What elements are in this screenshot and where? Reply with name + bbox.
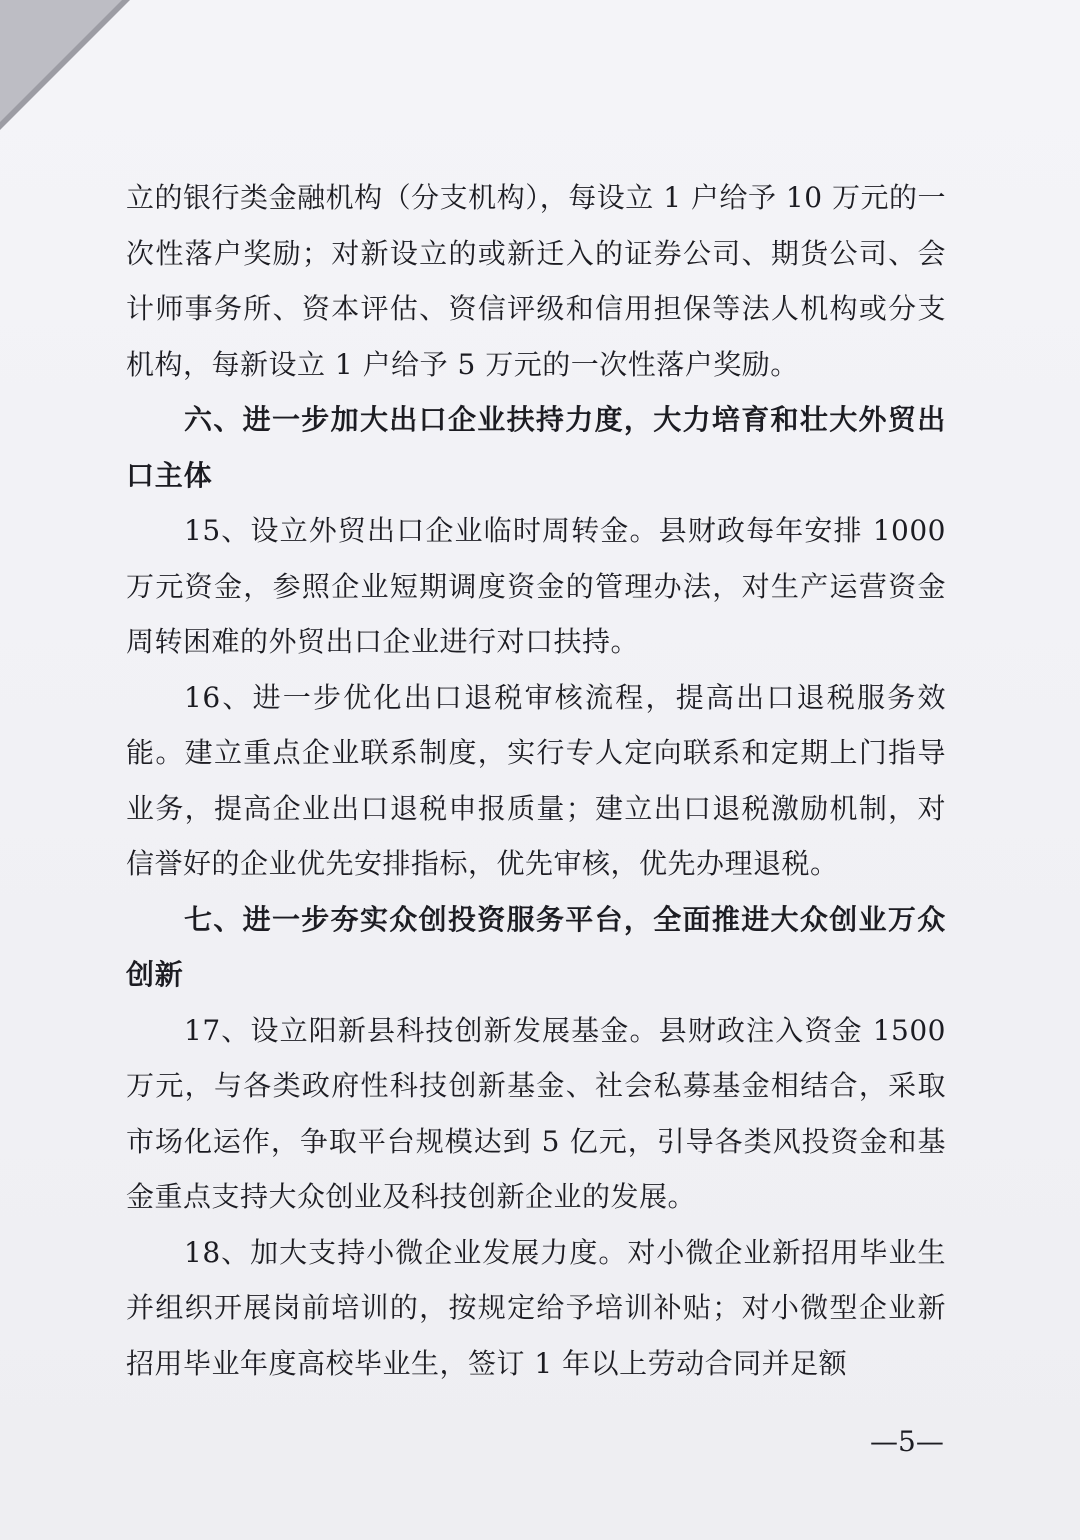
paragraph-item-17: 17、设立阳新县科技创新发展基金。县财政注入资金 1500 万元，与各类政府性科技创新基金、社会私募基金相结合，采取市场化运作，争取平台规模达到 5 亿元，引导各类风投资金和基金重点支持大众创业及科技创新企业的发展。 (126, 1013, 946, 1213)
page-number: —5— (870, 1425, 944, 1458)
section-heading-6: 六、进一步加大出口企业扶持力度，大力培育和壮大外贸出口主体 (126, 403, 946, 492)
paragraph-1: 立的银行类金融机构（分支机构），每设立 1 户给予 10 万元的一次性落户奖励；对新设立的或新迁入的证券公司、期货公司、会计师事务所、资本评估、资信评级和信用担保等法人机构或分支机构，每新设立 1 户给予 5 万元的一次性落户奖励。 (126, 181, 946, 381)
document-body (126, 170, 946, 1391)
paragraph-item-15: 15、设立外贸出口企业临时周转金。县财政每年安排 1000 万元资金，参照企业短期调度资金的管理办法，对生产运营资金周转困难的外贸出口企业进行对口扶持。 (126, 514, 946, 658)
paragraph-item-16: 16、进一步优化出口退税审核流程，提高出口退税服务效能。建立重点企业联系制度，实行专人定向联系和定期上门指导业务，提高企业出口退税申报质量；建立出口退税激励机制，对信誉好的企业优先安排指标，优先审核，优先办理退税。 (126, 680, 946, 880)
folded-corner-shadow (0, 0, 122, 122)
section-heading-7: 七、进一步夯实众创投资服务平台，全面推进大众创业万众创新 (126, 902, 946, 991)
paragraph-item-18: 18、加大支持小微企业发展力度。对小微企业新招用毕业生并组织开展岗前培训的，按规定给予培训补贴；对小微型企业新招用毕业年度高校毕业生，签订 1 年以上劳动合同并足额 (126, 1235, 946, 1380)
